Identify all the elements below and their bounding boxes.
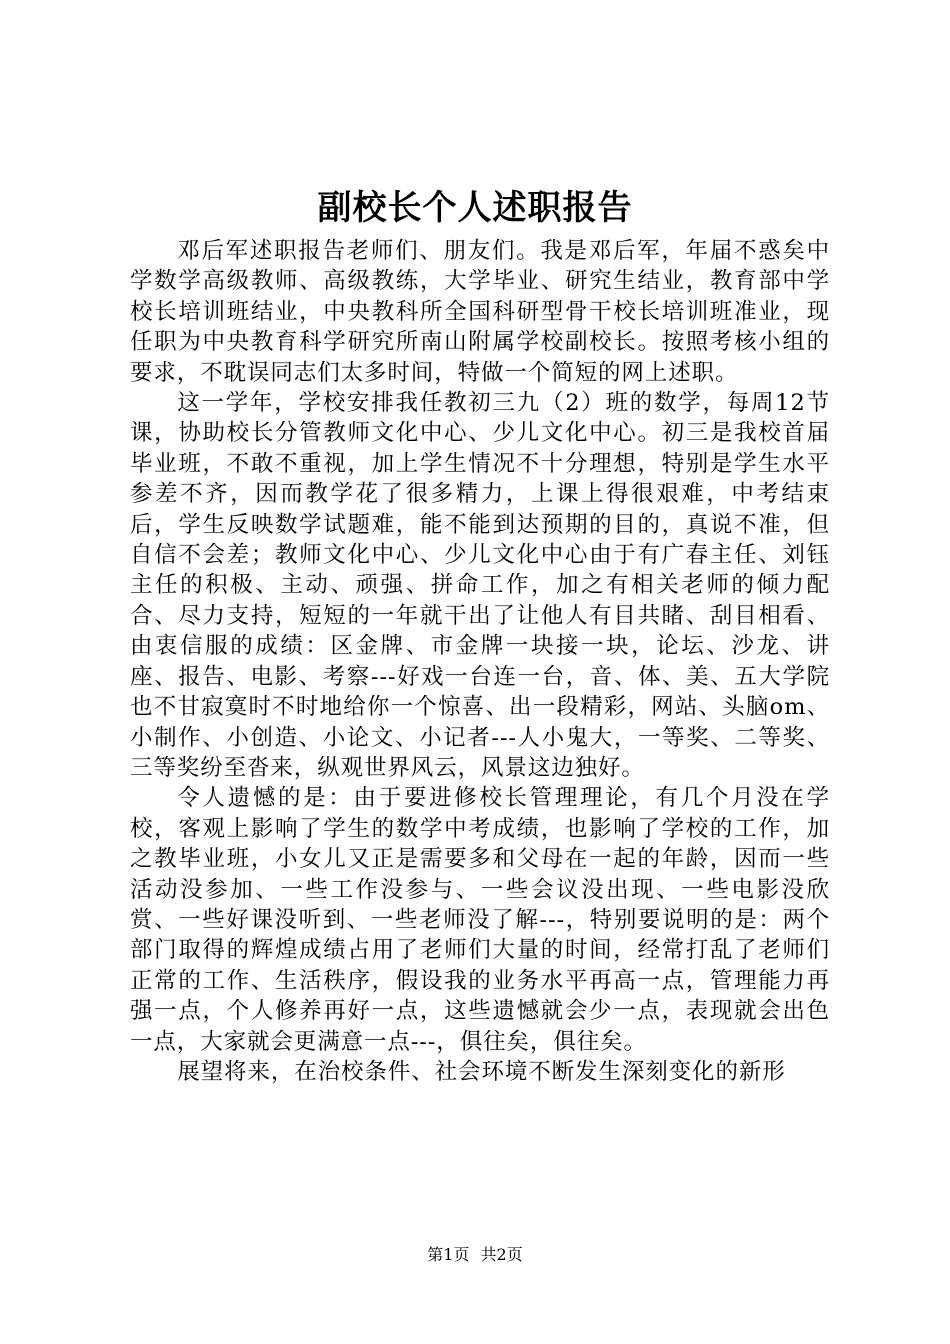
paragraph-2: 这一学年，学校安排我任教初三九（2）班的数学，每周12节课，协助校长分管教师文化中心、少儿文化中心。初三是我校首届毕业班，不敢不重视，加上学生情况不十分理想，特别是学生水平参差不齐，因而教学花了很多精力，上课上得很艰难，中考结束后，学生反映数学试题难，能不能到达预期的目的，真说不准，但自信不会差；教师文化中心、少儿文化中心由于有广春主任、刘钰主任的积极、主动、顽强、拼命工作，加之有相关老师的倾力配合、尽力支持，短短的一年就干出了让他人有目共睹、刮目相看、由衷信服的成绩：区金牌、市金牌一块接一块，论坛、沙龙、讲座、报告、电影、考察---好戏一台连一台，音、体、美、五大学院也不甘寂寞时不时地给你一个惊喜、出一段精彩，网站、头脑om、小制作、小创造、小论文、小记者---人小鬼大，一等奖、二等奖、三等奖纷至沓来，纵观世界风云，风景这边独好。 [130, 390, 830, 781]
paragraph-4: 展望将来，在治校条件、社会环境不断发生深刻变化的新形 [177, 1058, 786, 1085]
page-number: 第1页 [427, 1245, 470, 1264]
paragraph-1: 邓后军述职报告老师们、朋友们。我是邓后军，年届不惑矣中学数学高级教师、高级教练，大学毕业、研究生结业，教育部中学校长培训班结业，中央教科所全国科研型骨干校长培训班准业，现任职为中央教育科学研究所南山附属学校副校长。按照考核小组的要求，不耽误同志们太多时间，特做一个简短的网上述职。 [130, 238, 830, 386]
document-body [130, 236, 830, 1087]
page-footer [0, 1244, 950, 1266]
document-title: 副校长个人述职报告 [317, 188, 633, 228]
page-total: 共2页 [480, 1245, 523, 1264]
paragraph-3: 令人遗憾的是：由于要进修校长管理理论，有几个月没在学校，客观上影响了学生的数学中考成绩，也影响了学校的工作，加之教毕业班，小女儿又正是需要多和父母在一起的年龄，因而一些活动没参加、一些工作没参与、一些会议没出现、一些电影没欣赏、一些好课没听到、一些老师没了解---，特别要说明的是：两个部门取得的辉煌成绩占用了老师们大量的时间，经常打乱了老师们正常的工作、生活秩序，假设我的业务水平再高一点，管理能力再强一点，个人修养再好一点，这些遗憾就会少一点，表现就会出色一点，大家就会更满意一点---，俱往矣，俱往矣。 [130, 785, 830, 1055]
